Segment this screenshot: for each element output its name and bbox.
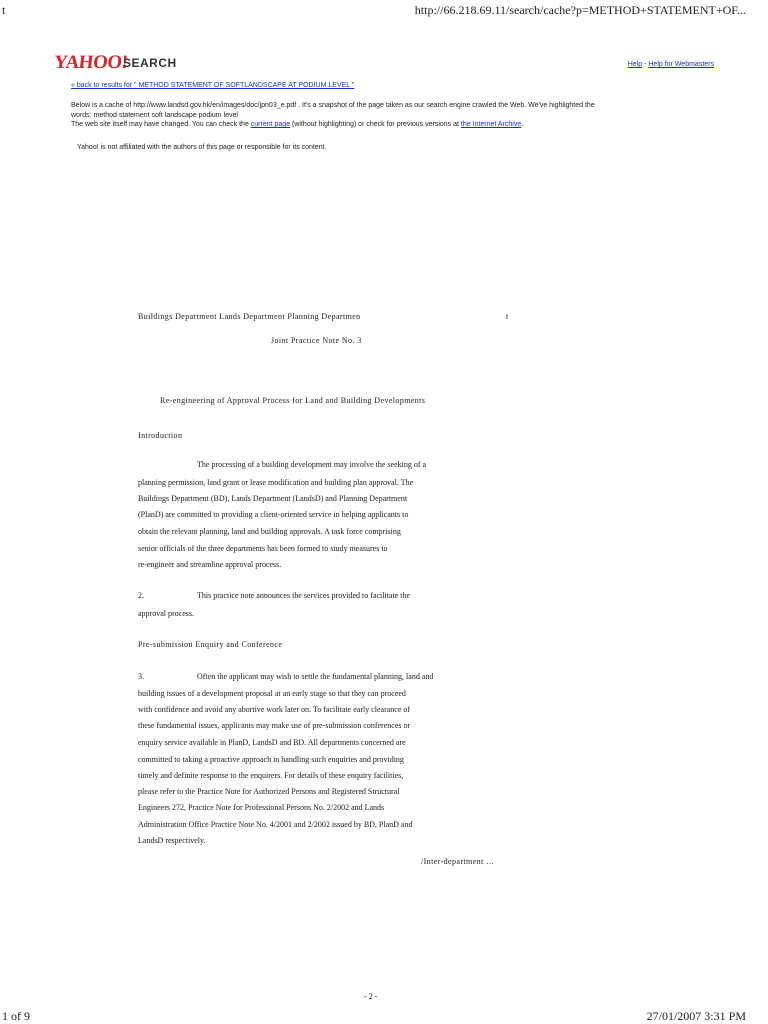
internet-archive-link[interactable]: the Internet Archive bbox=[460, 121, 522, 128]
affiliation-disclaimer: Yahoo! is not affiliated with the authors of this page or responsible for its content. bbox=[77, 144, 327, 151]
document-title: Re-engineering of Approval Process for Land and Building Developments bbox=[160, 396, 426, 405]
back-to-results-link[interactable]: « back to results for " METHOD STATEMENT OF SOFTLANDSCAPE AT PODIUM LEVEL " bbox=[71, 82, 355, 89]
paragraph-1-line: senior officials of the three departments has been formed to study measures to bbox=[138, 544, 388, 553]
cache-notice bbox=[71, 101, 595, 130]
section-heading-pre-submission: Pre-submission Enquiry and Conference bbox=[138, 640, 283, 649]
paragraph-1-line: (PlanD) are committed to providing a client-oriented service in helping applicants to bbox=[138, 510, 409, 519]
continuation-marker: /Inter-department … bbox=[421, 857, 495, 866]
page-number: - 2 - bbox=[364, 992, 378, 1001]
paragraph-1-line: re-engineer and streamline approval process. bbox=[138, 560, 282, 569]
print-header-left: t bbox=[2, 3, 6, 17]
paragraph-3-line: enquiry service available in PlanD, LandsD and BD. All departments concerned are bbox=[138, 738, 406, 747]
paragraph-1-line: planning permission, land grant or lease modification and building plan approval. The bbox=[138, 478, 414, 487]
section-heading-introduction: Introduction bbox=[138, 431, 183, 440]
paragraph-3-line: Often the applicant may wish to settle the fundamental planning, land and bbox=[197, 672, 434, 681]
cache-notice-line-1: Below is a cache of http://www.landsd.gov.hk/en/images/doc/jpn03_e.pdf . It's a snapshot of the page taken as our search engine crawled the Web. We've highlighted the bbox=[71, 102, 595, 109]
paragraph-2-line: This practice note announces the services provided to facilitate the bbox=[197, 591, 411, 600]
paragraph-3-number: 3. bbox=[138, 672, 144, 681]
help-link[interactable]: Help bbox=[627, 61, 643, 68]
departments-heading-tail: t bbox=[506, 312, 509, 321]
paragraph-1-line: Buildings Department (BD), Lands Department (LandsD) and Planning Department bbox=[138, 494, 408, 503]
cache-notice-line-3-text: The web site itself may have changed. You can check the bbox=[71, 121, 251, 128]
paragraph-2-line: approval process. bbox=[138, 609, 194, 618]
paragraph-3-line: building issues of a development proposal at an early stage so that they can proceed bbox=[138, 689, 406, 698]
yahoo-search-wordmark[interactable]: SEARCH bbox=[123, 56, 177, 70]
paragraph-1-line: The processing of a building development may involve the seeking of a bbox=[197, 460, 427, 469]
paragraph-3-line: please refer to the Practice Note for Authorized Persons and Registered Structural bbox=[138, 787, 400, 796]
print-footer-page-count: 1 of 9 bbox=[2, 1009, 30, 1023]
cache-notice-line-3 bbox=[71, 120, 595, 130]
paragraph-3-line: Engineers 272, Practice Note for Professional Persons No. 2/2002 and Lands bbox=[138, 803, 385, 812]
paragraph-3-line: LandsD respectively. bbox=[138, 836, 206, 845]
yahoo-logo[interactable]: YAHOO! bbox=[52, 52, 129, 73]
help-separator: - bbox=[644, 61, 647, 68]
print-header-url: http://66.218.69.11/search/cache?p=METHOD+STATEMENT+OF... bbox=[414, 3, 746, 17]
print-footer-timestamp: 27/01/2007 3:31 PM bbox=[646, 1009, 746, 1023]
paragraph-2-number: 2. bbox=[138, 591, 144, 600]
practice-note-number: Joint Practice Note No. 3 bbox=[271, 336, 362, 345]
cache-notice-line-3-end: . bbox=[521, 121, 524, 128]
top-help-links bbox=[628, 61, 714, 68]
help-for-webmasters-link[interactable]: Help for Webmasters bbox=[648, 61, 714, 68]
paragraph-3-line: Administration Office Practice Note No. 4/2001 and 2/2002 issued by BD, PlanD and bbox=[138, 820, 413, 829]
cache-notice-line-3-middle: (without highlighting) or check for previous versions at bbox=[290, 121, 461, 128]
cache-notice-highlighted-words: words: method statement soft landscape podium level bbox=[71, 111, 238, 119]
departments-heading: Buildings Department Lands Department Planning Departmen bbox=[138, 312, 361, 321]
paragraph-3-line: committed to taking a proactive approach in handling such enquiries and providing bbox=[138, 755, 404, 764]
paragraph-3-line: these fundamental issues, applicants may make use of pre-submission conferences or bbox=[138, 721, 411, 730]
current-page-link[interactable]: current page bbox=[250, 121, 291, 128]
paragraph-3-line: with confidence and avoid any abortive work later on. To facilitate early clearance of bbox=[138, 705, 411, 714]
paragraph-1-line: obtain the relevant planning, land and building approvals. A task force comprising bbox=[138, 527, 401, 536]
paragraph-3-line: timely and definite response to the enquirers. For details of these enquiry facilities, bbox=[138, 771, 404, 780]
